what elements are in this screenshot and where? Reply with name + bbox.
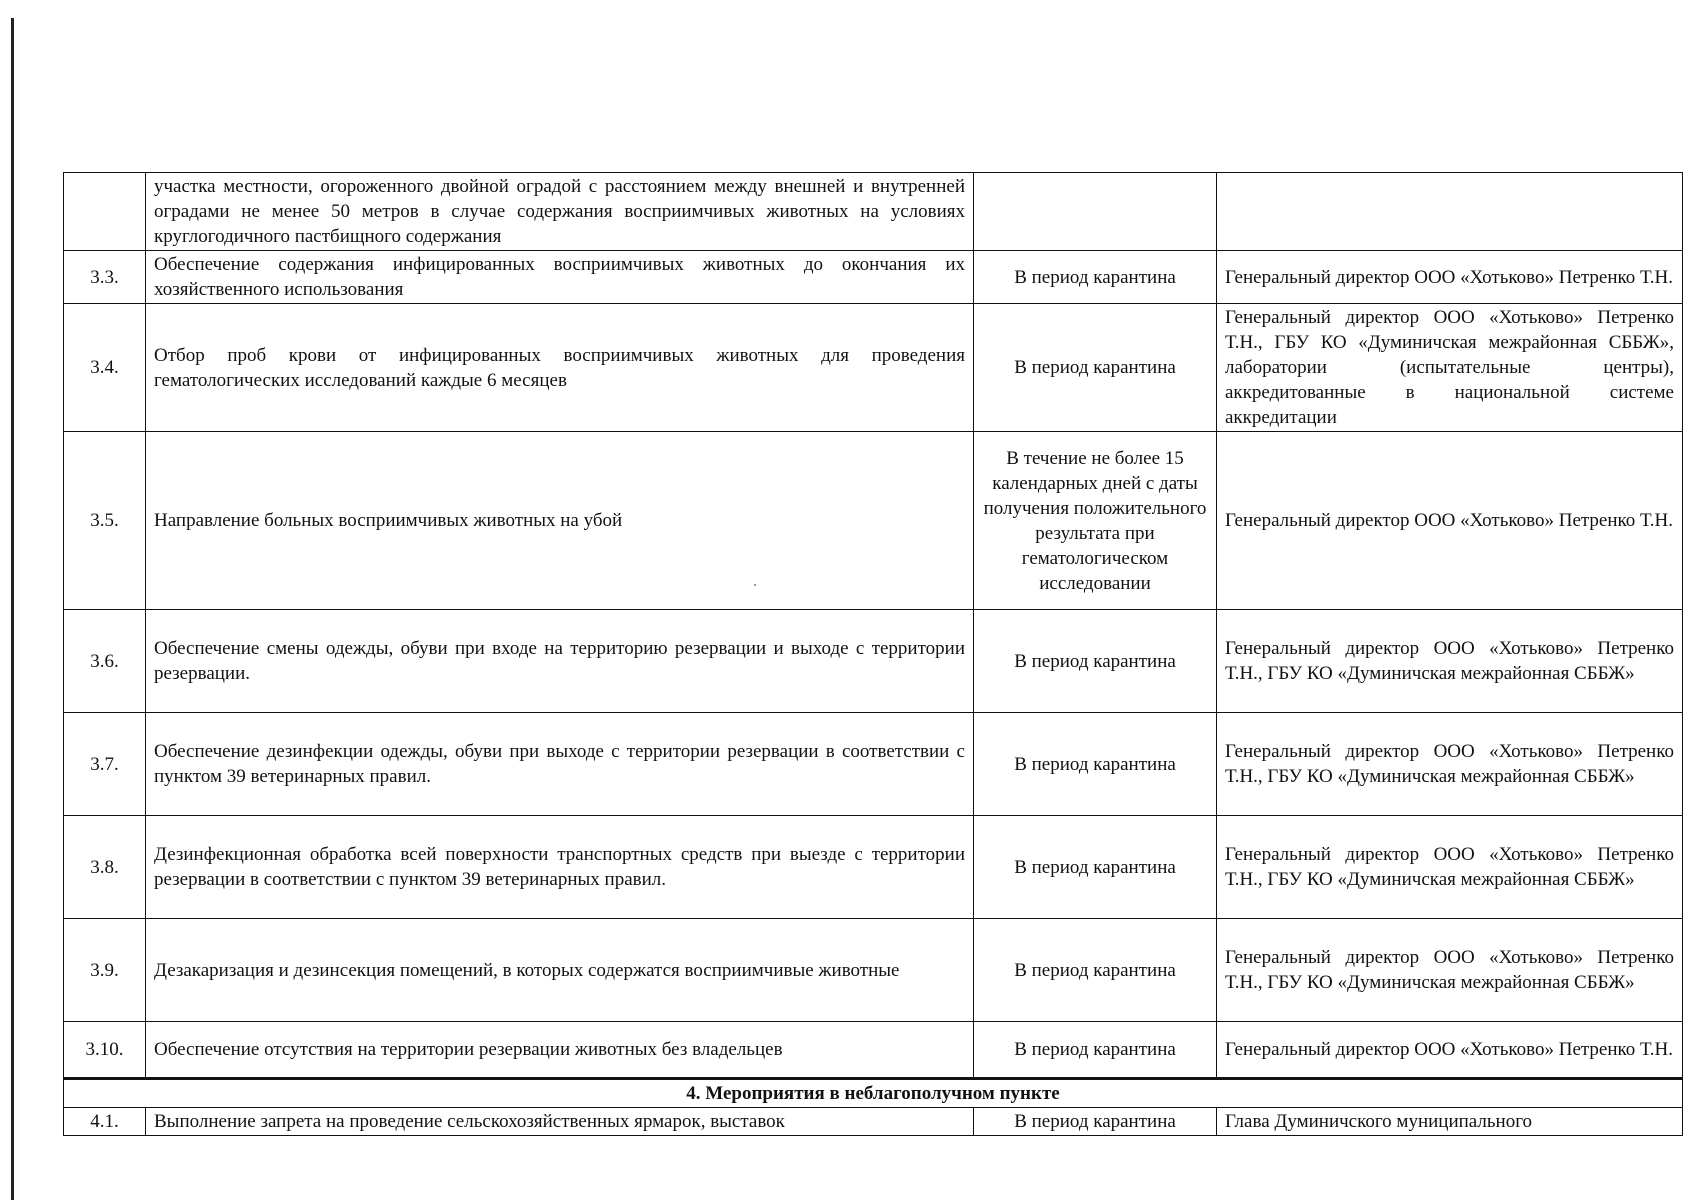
row-number: 3.7. <box>64 713 146 816</box>
measure-cell: Обеспечение смены одежды, обуви при входе на территорию резервации и выходе с территории резервации. <box>146 610 974 713</box>
term-cell: В период карантина <box>974 251 1217 304</box>
responsible-cell: Генеральный директор ООО «Хотьково» Петренко Т.Н. <box>1217 251 1683 304</box>
term-cell: В период карантина <box>974 919 1217 1022</box>
row-number: 3.6. <box>64 610 146 713</box>
table-row <box>64 713 1683 816</box>
responsible-cell: Генеральный директор ООО «Хотьково» Петренко Т.Н., ГБУ КО «Думиничская межрайонная СББЖ» <box>1217 919 1683 1022</box>
table-row <box>64 304 1683 432</box>
term-cell: В период карантина <box>974 816 1217 919</box>
measures-table <box>63 172 1683 1136</box>
responsible-cell: Генеральный директор ООО «Хотьково» Петренко Т.Н. <box>1217 1022 1683 1079</box>
row-number: 3.4. <box>64 304 146 432</box>
measure-cell: Обеспечение отсутствия на территории резервации животных без владельцев <box>146 1022 974 1079</box>
row-number: 3.5. <box>64 432 146 610</box>
table-row <box>64 432 1683 610</box>
table-row <box>64 173 1683 251</box>
scan-edge-line <box>11 18 14 1200</box>
measure-cell: участка местности, огороженного двойной оградой с расстоянием между внешней и внутренней оградами не менее 50 метров в случае содержания восприимчивых животных на условиях круглогодичного пастбищного содержания <box>146 173 974 251</box>
row-number: 3.9. <box>64 919 146 1022</box>
measure-cell: Выполнение запрета на проведение сельскохозяйственных ярмарок, выставок <box>146 1108 974 1136</box>
responsible-cell: Генеральный директор ООО «Хотьково» Петренко Т.Н., ГБУ КО «Думиничская межрайонная СББЖ» <box>1217 610 1683 713</box>
responsible-cell <box>1217 173 1683 251</box>
measure-cell: Обеспечение дезинфекции одежды, обуви при выходе с территории резервации в соответствии с пунктом 39 ветеринарных правил. <box>146 713 974 816</box>
responsible-cell: Генеральный директор ООО «Хотьково» Петренко Т.Н., ГБУ КО «Думиничская межрайонная СББЖ» <box>1217 713 1683 816</box>
table-row <box>64 251 1683 304</box>
measure-cell: Обеспечение содержания инфицированных восприимчивых животных до окончания их хозяйственного использования <box>146 251 974 304</box>
responsible-cell: Генеральный директор ООО «Хотьково» Петренко Т.Н., ГБУ КО «Думиничская межрайонная СББЖ» <box>1217 816 1683 919</box>
term-cell: В период карантина <box>974 610 1217 713</box>
table-row <box>64 919 1683 1022</box>
term-cell: В период карантина <box>974 304 1217 432</box>
measure-cell: Направление больных восприимчивых животных на убой <box>146 432 974 610</box>
measure-cell: Отбор проб крови от инфицированных восприимчивых животных для проведения гематологических исследований каждые 6 месяцев <box>146 304 974 432</box>
responsible-cell: Глава Думиничского муниципального <box>1217 1108 1683 1136</box>
row-number: 3.3. <box>64 251 146 304</box>
term-cell: В период карантина <box>974 1022 1217 1079</box>
term-cell: В течение не более 15 календарных дней с даты получения положительного результата при гематологическом исследовании <box>974 432 1217 610</box>
row-number: 3.10. <box>64 1022 146 1079</box>
row-number: 4.1. <box>64 1108 146 1136</box>
table-row <box>64 816 1683 919</box>
row-number: 3.8. <box>64 816 146 919</box>
measure-cell: Дезинфекционная обработка всей поверхности транспортных средств при выезде с территории резервации в соответствии с пунктом 39 ветеринарных правил. <box>146 816 974 919</box>
scan-speck <box>754 584 756 586</box>
responsible-cell: Генеральный директор ООО «Хотьково» Петренко Т.Н. <box>1217 432 1683 610</box>
term-cell: В период карантина <box>974 1108 1217 1136</box>
measure-cell: Дезакаризация и дезинсекция помещений, в которых содержатся восприимчивые животные <box>146 919 974 1022</box>
table-row <box>64 1022 1683 1079</box>
section-header-row <box>64 1079 1683 1108</box>
term-cell <box>974 173 1217 251</box>
term-cell: В период карантина <box>974 713 1217 816</box>
section-title: 4. Мероприятия в неблагополучном пункте <box>64 1079 1683 1108</box>
responsible-cell: Генеральный директор ООО «Хотьково» Петренко Т.Н., ГБУ КО «Думиничская межрайонная СББЖ», лаборатории (испытательные центры), аккредитованные в национальной системе аккредитации <box>1217 304 1683 432</box>
table-row <box>64 1108 1683 1136</box>
table-row <box>64 610 1683 713</box>
row-number <box>64 173 146 251</box>
